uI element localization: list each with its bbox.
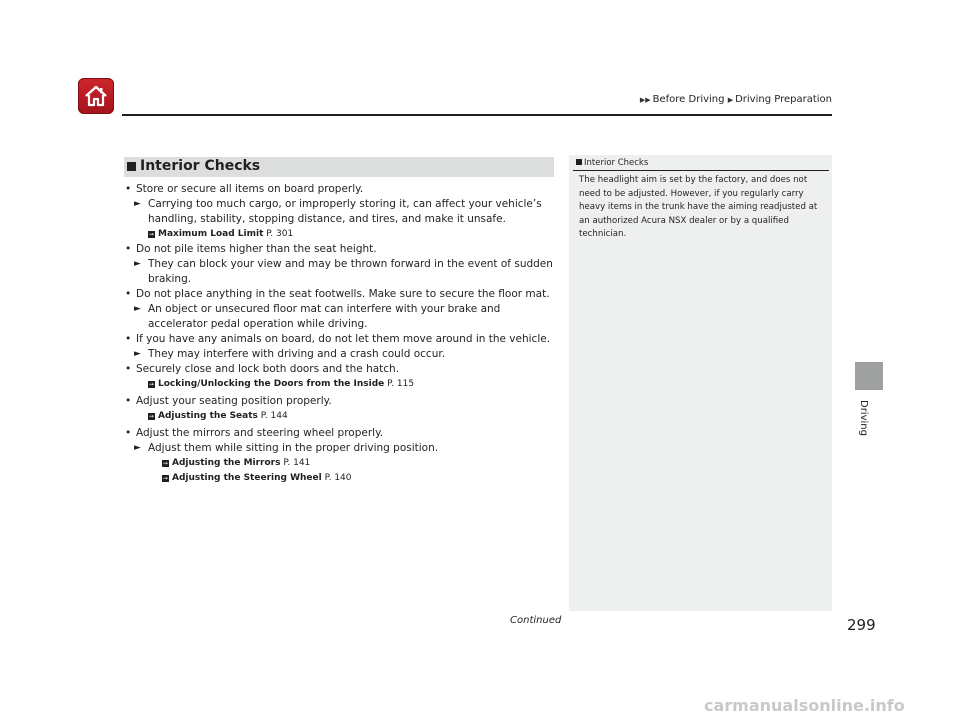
breadcrumb-item[interactable]: Driving Preparation [735, 94, 832, 105]
list-subitem: ► They may interfere with driving and a crash could occur. [134, 348, 446, 360]
section-title: Interior Checks [140, 158, 261, 174]
breadcrumb-item[interactable]: Before Driving [652, 94, 725, 105]
header-rule [122, 114, 832, 116]
list-subitem: ► An object or unsecured floor mat can interfere with your brake and accelerator pedal operation while driving. [134, 303, 501, 330]
arrow-icon: ► [134, 443, 141, 453]
list-subitem: ► Carrying too much cargo, or improperly storing it, can affect your vehicle’s handling, stability, stopping distance, and tires, and make it unsafe. [134, 198, 542, 225]
list-subitem: ► Adjust them while sitting in the proper driving position. [134, 442, 439, 454]
list-item: • Adjust your seating position properly. [124, 394, 556, 409]
list-item: • Do not pile items higher than the seat height. [124, 242, 556, 257]
chapter-label: Driving [858, 400, 869, 436]
reference-arrow-icon: ➞ [162, 460, 169, 467]
home-button[interactable] [78, 78, 114, 114]
reference-link[interactable]: ➞ Adjusting the Mirrors P. 141 [162, 458, 311, 468]
list-item: • Securely close and lock both doors and the hatch. [124, 362, 556, 377]
watermark: carmanualsonline.info [704, 696, 905, 715]
reference-arrow-icon: ➞ [148, 231, 155, 238]
arrow-icon: ► [134, 304, 141, 314]
chapter-tab[interactable] [855, 362, 883, 390]
arrow-icon: ► [134, 349, 141, 359]
main-content [124, 182, 556, 486]
sidebar-text: The headlight aim is set by the factory, and does not need to be adjusted. However, if you regularly carry heavy items in the trunk have the aiming readjusted at an authorized Acura NSX dealer or by a qualified technician. [579, 175, 818, 239]
sidebar-note [569, 155, 832, 611]
reference-link[interactable]: ➞ Locking/Unlocking the Doors from the Inside P. 115 [148, 379, 415, 389]
sidebar-divider [573, 170, 829, 171]
list-item: • Do not place anything in the seat footwells. Make sure to secure the floor mat. [124, 287, 556, 302]
list-item: • If you have any animals on board, do not let them move around in the vehicle. [124, 332, 556, 347]
chevron-icon: ▶ [727, 96, 734, 104]
breadcrumb [640, 94, 832, 105]
reference-link[interactable]: ➞ Adjusting the Seats P. 144 [148, 411, 288, 421]
list-subitem: ► They can block your view and may be thrown forward in the event of sudden braking. [134, 258, 553, 285]
reference-link[interactable]: ➞ Maximum Load Limit P. 301 [148, 229, 294, 239]
list-item: • Adjust the mirrors and steering wheel properly. [124, 426, 556, 441]
reference-link[interactable]: ➞ Adjusting the Steering Wheel P. 140 [162, 473, 352, 483]
page-number: 299 [847, 616, 876, 634]
sidebar-title: Interior Checks [576, 158, 648, 168]
chevron-icon: ▶▶ [639, 96, 651, 104]
reference-arrow-icon: ➞ [148, 381, 155, 388]
arrow-icon: ► [134, 199, 141, 209]
note-marker-icon [576, 159, 582, 165]
section-header [124, 157, 554, 177]
section-square-icon [127, 162, 136, 171]
list-item: • Store or secure all items on board properly. [124, 182, 556, 197]
arrow-icon: ► [134, 259, 141, 269]
reference-arrow-icon: ➞ [162, 475, 169, 482]
continued-label: Continued [510, 615, 562, 626]
reference-arrow-icon: ➞ [148, 413, 155, 420]
home-icon [83, 83, 109, 109]
